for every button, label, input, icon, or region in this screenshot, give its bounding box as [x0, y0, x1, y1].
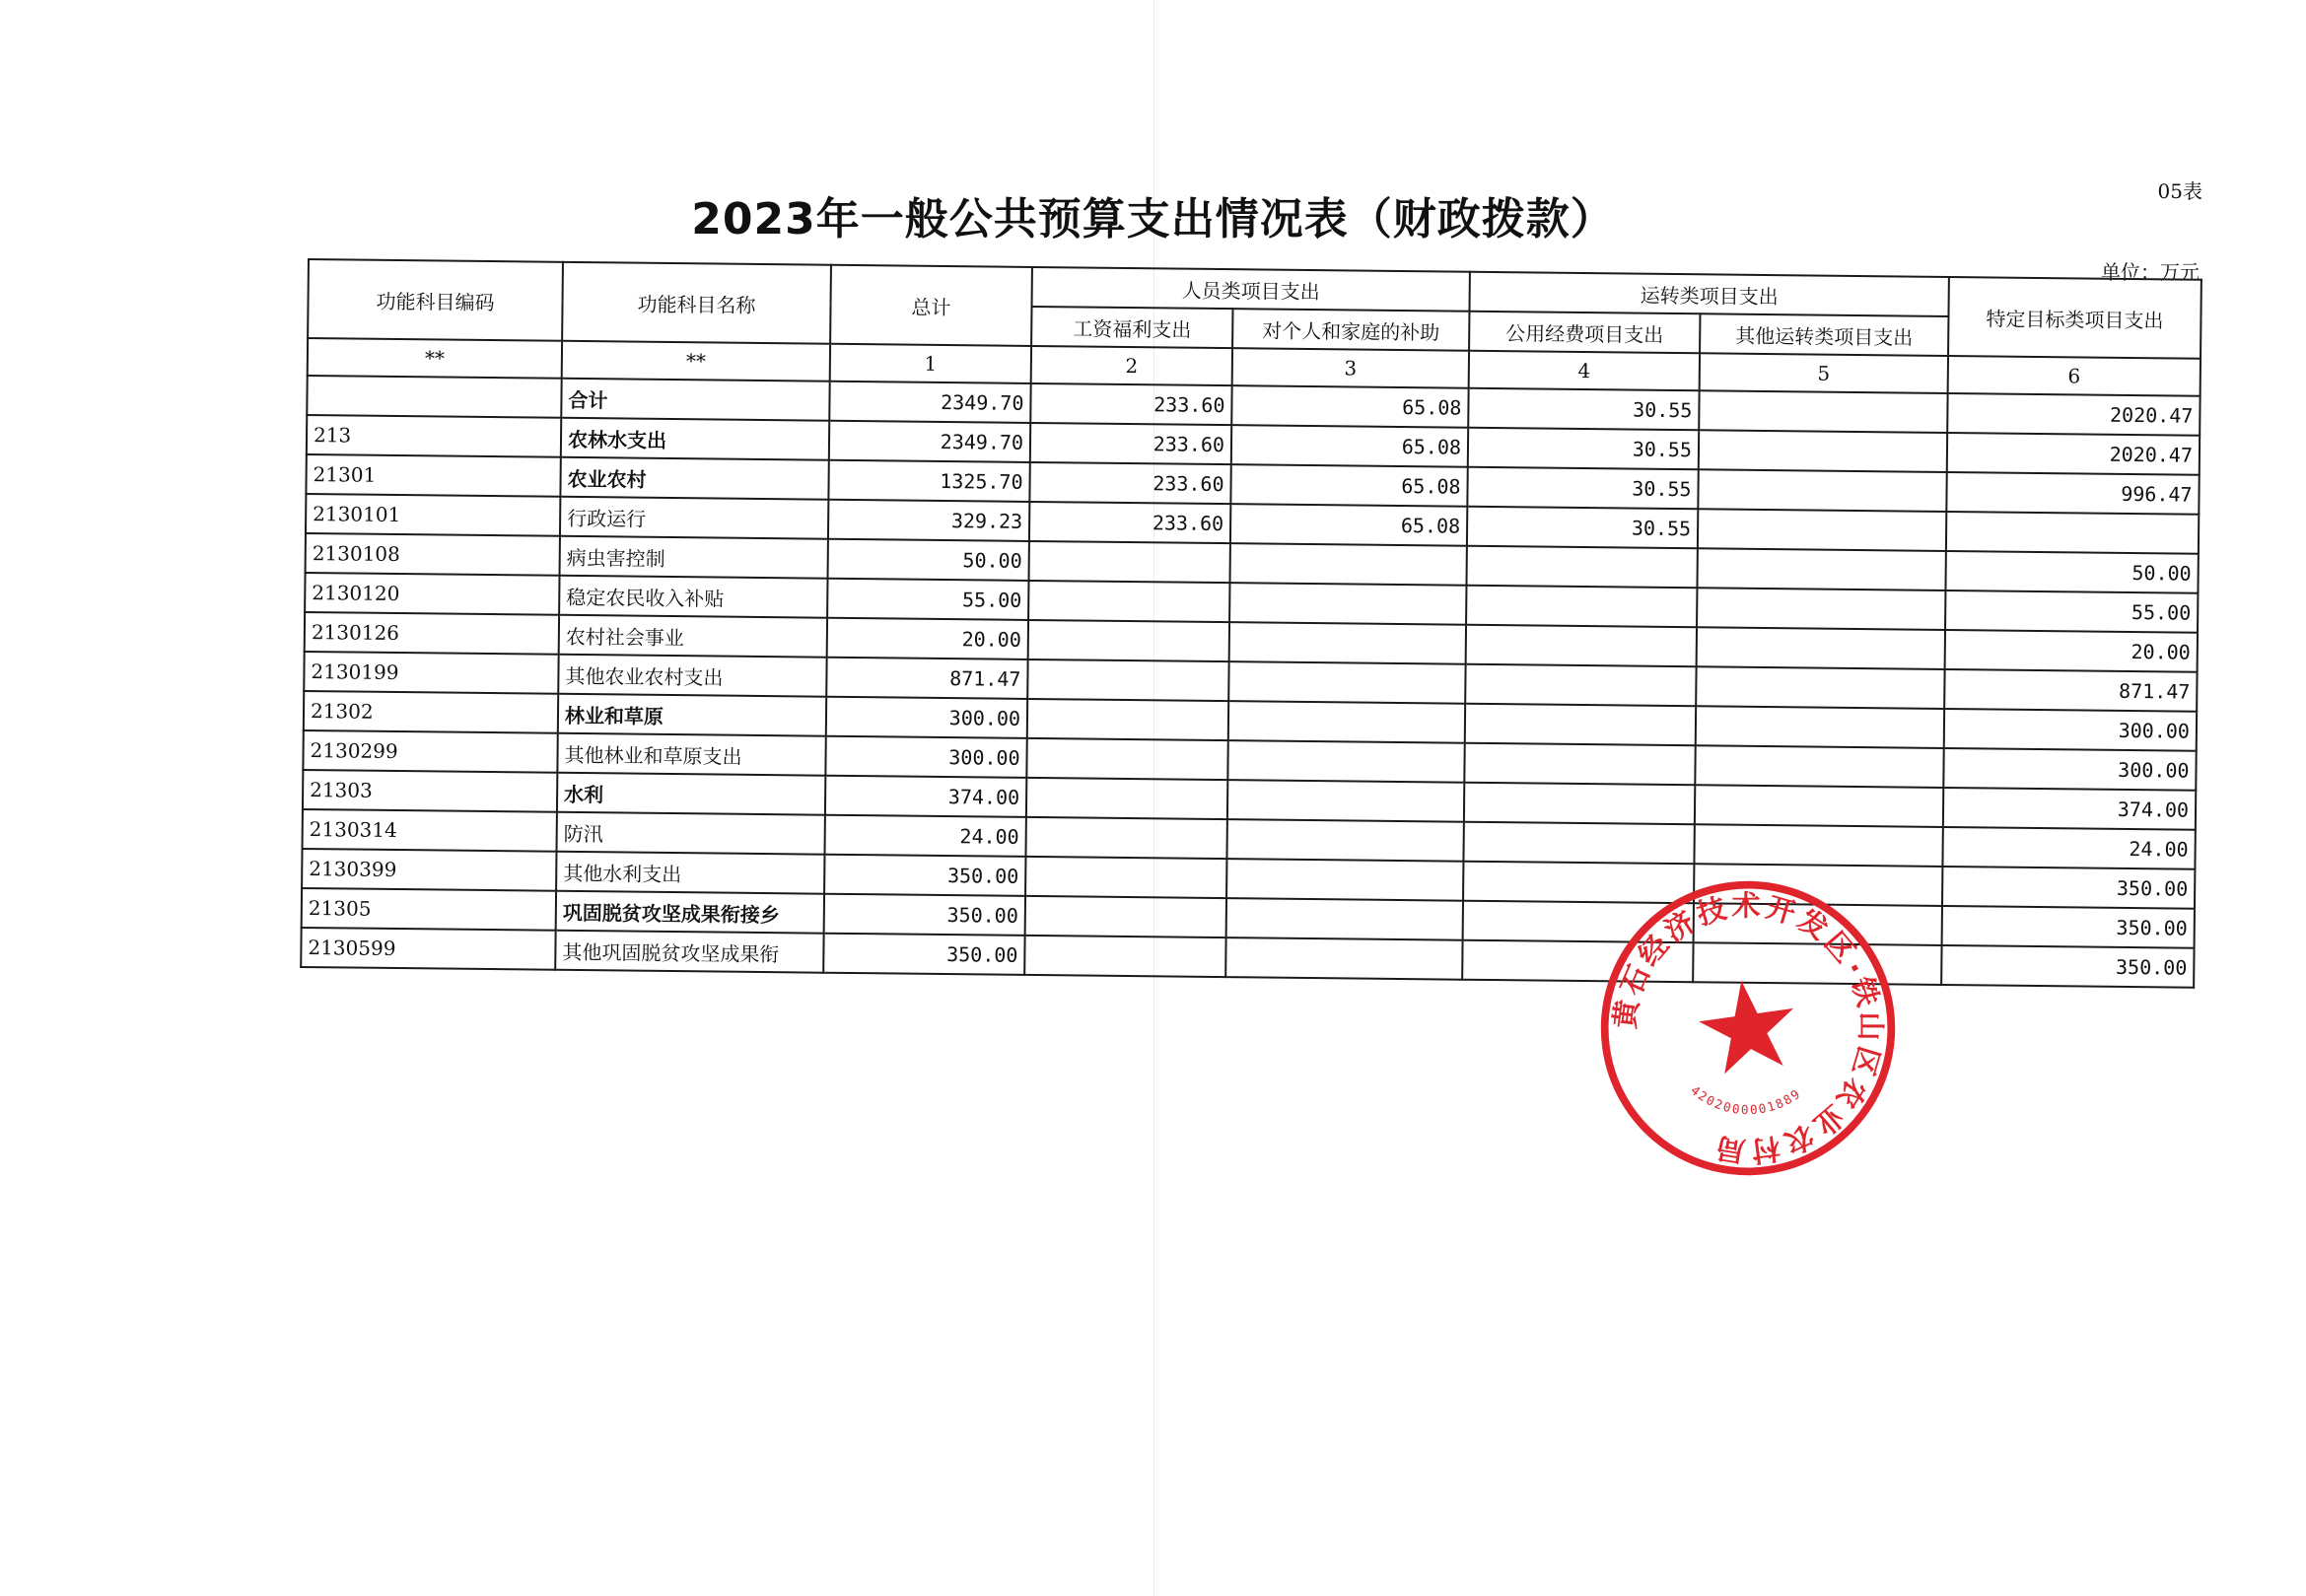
- special-amount-cell: 374.00: [1943, 788, 2196, 830]
- total-amount-cell: 300.00: [825, 736, 1026, 778]
- seal-text: 黄石经济技术开发区·铁山区农业农村局: [1607, 888, 1888, 1169]
- public-amount-cell: [1464, 783, 1695, 825]
- code-cell: 21303: [303, 770, 557, 812]
- index-cell: 1: [830, 344, 1031, 383]
- salary-amount-cell: [1029, 541, 1230, 583]
- subsidy-amount-cell: 65.08: [1231, 385, 1468, 428]
- code-cell: 21302: [304, 691, 558, 733]
- salary-amount-cell: [1025, 817, 1226, 859]
- other-amount-cell: [1697, 627, 1945, 669]
- index-cell: 4: [1469, 351, 1700, 391]
- subsidy-amount-cell: [1228, 701, 1465, 743]
- name-cell: 病虫害控制: [560, 536, 828, 579]
- code-cell: 2130120: [305, 573, 559, 615]
- seal-number: 4202000001889: [1688, 1082, 1804, 1118]
- name-cell: 合计: [561, 379, 829, 421]
- subsidy-amount-cell: [1226, 898, 1463, 940]
- total-amount-cell: 20.00: [827, 618, 1028, 659]
- salary-amount-cell: [1026, 738, 1227, 780]
- subsidy-amount-cell: [1225, 937, 1462, 980]
- total-amount-cell: 350.00: [823, 934, 1024, 975]
- header-subsidy: 对个人和家庭的补助: [1232, 309, 1469, 351]
- salary-amount-cell: [1024, 936, 1225, 977]
- total-amount-cell: 871.47: [826, 658, 1027, 699]
- public-amount-cell: 30.55: [1467, 507, 1698, 549]
- salary-amount-cell: [1027, 659, 1228, 701]
- table-header: [308, 259, 2201, 396]
- code-cell: 213: [307, 415, 561, 457]
- header-operation: 运转类项目支出: [1469, 272, 1948, 316]
- name-cell: 行政运行: [560, 497, 828, 539]
- header-personnel: 人员类项目支出: [1032, 267, 1470, 312]
- name-cell: 稳定农民收入补贴: [559, 576, 827, 618]
- code-cell: 2130101: [306, 494, 560, 536]
- public-amount-cell: [1465, 664, 1696, 707]
- subsidy-amount-cell: [1227, 780, 1464, 822]
- subsidy-amount-cell: [1227, 740, 1464, 783]
- total-amount-cell: 55.00: [827, 579, 1028, 620]
- subsidy-amount-cell: [1226, 819, 1463, 862]
- special-amount-cell: 996.47: [1946, 472, 2199, 515]
- special-amount-cell: 50.00: [1945, 551, 2198, 593]
- subsidy-amount-cell: 65.08: [1231, 425, 1468, 467]
- salary-amount-cell: 233.60: [1029, 502, 1230, 543]
- code-cell: 2130399: [302, 849, 556, 891]
- subsidy-amount-cell: 65.08: [1230, 464, 1467, 507]
- other-amount-cell: [1697, 588, 1945, 630]
- public-amount-cell: 30.55: [1468, 388, 1699, 431]
- salary-amount-cell: [1026, 778, 1227, 819]
- header-name: 功能科目名称: [562, 262, 831, 344]
- name-cell: 其他水利支出: [556, 852, 824, 894]
- public-amount-cell: [1463, 822, 1694, 865]
- subsidy-amount-cell: [1228, 661, 1465, 704]
- total-amount-cell: 350.00: [824, 855, 1025, 896]
- code-cell: 2130599: [301, 928, 555, 970]
- total-amount-cell: 374.00: [825, 776, 1026, 817]
- form-number: 05表: [2157, 179, 2202, 203]
- name-cell: 林业和草原: [558, 694, 826, 736]
- code-cell: 21305: [302, 888, 556, 931]
- salary-amount-cell: [1025, 896, 1226, 937]
- salary-amount-cell: 233.60: [1029, 462, 1230, 504]
- name-cell: 农林水支出: [561, 418, 829, 460]
- salary-amount-cell: [1025, 857, 1226, 898]
- unit-label: 单位：万元: [2101, 260, 2200, 284]
- other-amount-cell: [1695, 745, 1943, 788]
- special-amount-cell: 24.00: [1942, 827, 2195, 869]
- code-cell: 2130314: [303, 809, 557, 852]
- name-cell: 其他巩固脱贫攻坚成果衔: [555, 931, 823, 973]
- public-amount-cell: 30.55: [1468, 428, 1699, 470]
- budget-table: [300, 258, 2202, 989]
- name-cell: 水利: [557, 773, 825, 815]
- special-amount-cell: 2020.47: [1947, 393, 2200, 436]
- public-amount-cell: [1464, 743, 1695, 786]
- other-amount-cell: [1694, 824, 1942, 867]
- header-code: 功能科目编码: [308, 259, 563, 341]
- code-cell: 2130126: [305, 612, 559, 655]
- code-cell: 21301: [306, 454, 560, 497]
- total-amount-cell: 2349.70: [829, 382, 1030, 423]
- header-total: 总计: [830, 265, 1032, 346]
- salary-amount-cell: [1027, 699, 1228, 740]
- name-cell: 农村社会事业: [559, 615, 827, 658]
- subsidy-amount-cell: [1226, 859, 1463, 901]
- svg-text:4202000001889: [1687, 1069, 1806, 1126]
- name-cell: 其他林业和草原支出: [557, 733, 825, 776]
- header-special: 特定目标类项目支出: [1948, 277, 2201, 359]
- code-cell: 2130108: [306, 533, 560, 576]
- other-amount-cell: [1696, 706, 1944, 748]
- public-amount-cell: 30.55: [1467, 467, 1698, 510]
- code-cell: [307, 376, 561, 418]
- index-cell: 3: [1232, 348, 1469, 388]
- table-body: [301, 376, 2200, 988]
- other-amount-cell: [1698, 509, 1946, 551]
- subsidy-amount-cell: [1229, 622, 1466, 664]
- name-cell: 巩固脱贫攻坚成果衔接乡: [556, 891, 824, 934]
- special-amount-cell: 871.47: [1944, 669, 2197, 712]
- total-amount-cell: 50.00: [828, 539, 1029, 581]
- special-amount-cell: 350.00: [1942, 906, 2195, 948]
- special-amount-cell: 55.00: [1945, 590, 2198, 633]
- other-amount-cell: [1698, 469, 1946, 512]
- name-cell: 农业农村: [560, 457, 828, 500]
- other-amount-cell: [1696, 666, 1944, 709]
- index-cell: 5: [1700, 353, 1948, 393]
- index-cell: **: [308, 338, 562, 379]
- name-cell: 其他农业农村支出: [558, 655, 826, 697]
- special-amount-cell: 350.00: [1941, 945, 2194, 988]
- header-public-funds: 公用经费项目支出: [1469, 312, 1700, 354]
- code-cell: 2130199: [304, 652, 558, 694]
- code-cell: 2130299: [303, 730, 557, 773]
- other-amount-cell: [1697, 548, 1945, 590]
- index-cell: **: [562, 341, 830, 382]
- total-amount-cell: 350.00: [824, 894, 1025, 936]
- other-amount-cell: [1699, 430, 1947, 472]
- special-amount-cell: 300.00: [1943, 748, 2196, 791]
- name-cell: 防汛: [557, 812, 825, 855]
- public-amount-cell: [1466, 546, 1697, 589]
- total-amount-cell: 2349.70: [829, 421, 1030, 462]
- index-cell: 6: [1948, 356, 2201, 396]
- public-amount-cell: [1466, 625, 1697, 667]
- total-amount-cell: 300.00: [826, 697, 1027, 738]
- seal-star-icon: [1694, 974, 1801, 1076]
- index-cell: 2: [1031, 346, 1232, 385]
- salary-amount-cell: [1028, 620, 1229, 661]
- page-title: 2023年一般公共预算支出情况表（财政拨款）: [691, 194, 1615, 244]
- total-amount-cell: 24.00: [824, 815, 1025, 857]
- special-amount-cell: [1946, 512, 2199, 554]
- public-amount-cell: [1465, 704, 1696, 746]
- total-amount-cell: 1325.70: [828, 460, 1029, 502]
- other-amount-cell: [1699, 390, 1947, 433]
- salary-amount-cell: 233.60: [1030, 383, 1231, 425]
- special-amount-cell: 300.00: [1944, 709, 2197, 751]
- salary-amount-cell: 233.60: [1030, 423, 1231, 464]
- subsidy-amount-cell: 65.08: [1230, 504, 1467, 546]
- header-other-operation: 其他运转类项目支出: [1700, 313, 1948, 356]
- public-amount-cell: [1466, 586, 1697, 628]
- subsidy-amount-cell: [1229, 583, 1466, 625]
- total-amount-cell: 329.23: [828, 500, 1029, 541]
- special-amount-cell: 20.00: [1945, 630, 2198, 672]
- salary-amount-cell: [1028, 581, 1229, 622]
- other-amount-cell: [1695, 785, 1943, 827]
- special-amount-cell: 2020.47: [1947, 433, 2200, 475]
- official-seal: [1575, 856, 1921, 1201]
- subsidy-amount-cell: [1229, 543, 1466, 586]
- special-amount-cell: 350.00: [1942, 867, 2195, 909]
- header-salary: 工资福利支出: [1031, 307, 1232, 348]
